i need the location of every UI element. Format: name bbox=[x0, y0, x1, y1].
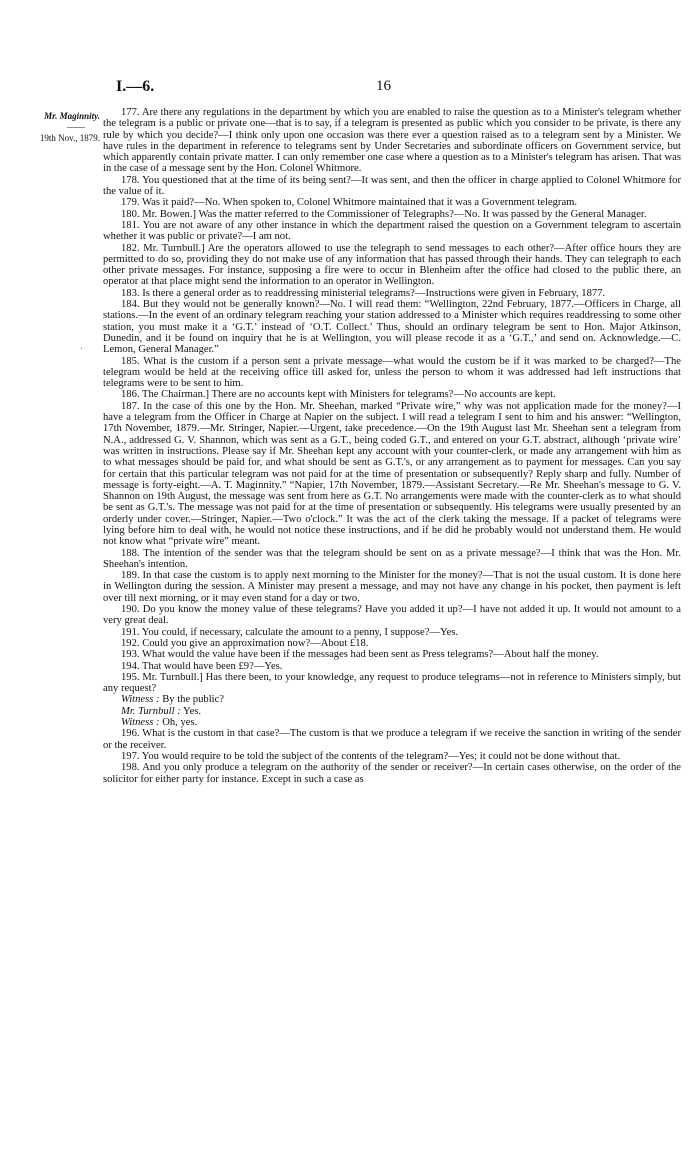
paragraph-196: 196. What is the custom in that case?—The custom is that we produce a telegram if we receive the sanction in writing of the sender or the receiver. bbox=[103, 728, 681, 751]
paragraph-183: 183. Is there a general order as to readdressing ministerial telegrams?—Instructions were given in February, 1877. bbox=[121, 287, 606, 299]
paragraph-178: 178. You questioned that at the time of its being sent?—It was sent, and then the officer in charge applied to Colonel Whitmore for the value of it. bbox=[103, 174, 681, 198]
exchange-line bbox=[103, 694, 681, 705]
paragraph-181: 181. You are not aware of any other instance in which the department raised the question on a Government telegram to ascertain whether it was public or private?—I am not. bbox=[103, 219, 681, 243]
exchange-text: Yes. bbox=[183, 705, 202, 717]
paragraph-187: 187. In the case of this one by the Hon. Mr. Sheehan, marked “Private wire,” why was not application made for the money?—I have a telegram from the Officer in Charge at Napier on the subject. I will read a telegram I sent to him and his answer: “Wellington, 17th November, 1879.—Mr. Stringer, Napier.—Urgent, take precedence.—On the 19th August last Mr. Sheehan sent a telegram from N.A., addressed G. V. Shannon, which was sent as a G.T., being coded G.T., and entered on your G.T. abstract, although ‘private wire’ was written in instructions. Please say if Mr. Sheehan kept any account with your counter-clerk, or made any arrangement with him as to what messages should be paid for, and what should be sent as G.T.'s, or any arrangement as to payment for messages. Can you say for certain that this particular telegram was not paid for at the time of presentation or subsequently? Reply sharp and fully. Number of message is forty-eight.—A. T. Maginnity.” “Napier, 17th November, 1879.—Assistant Secretary.—Re Mr. Sheehan's message to G. V. Shannon on 19th August, the message was sent from here as G.T. No arrangements were made with the counter-clerk as to what should be sent as G.T.'s. The message was not paid for at the time of presentation or subsequently. His telegrams were usually presented by an orderly under cover.—Stringer, Napier.—Two o'clock.” It was the act of the clerk taking the message. If a packet of telegrams were lying before him to deal with, he would not notice these instructions, and if he did he probably would not understand them. He would not know what “private wire” meant. bbox=[103, 400, 681, 548]
paragraph-198: 198. And you only produce a telegram on the authority of the sender or receiver?—In certain cases otherwise, on the order of the solicitor for either party for instance. Except in such a case as bbox=[103, 762, 681, 785]
paragraph-189: 189. In that case the custom is to apply next morning to the Minister for the money?—That is not the usual custom. It is done here in Wellington during the session. A Minister may present a message, and may not have any change in his pocket, then payment is left over till next morning, or it may even stand for a day or two. bbox=[103, 570, 681, 604]
paragraph-192: 192. Could you give an approximation now?—About £18. bbox=[121, 637, 369, 649]
paragraph-186: 186. The Chairman.] There are no accounts kept with Ministers for telegrams?—No accounts are kept. bbox=[121, 389, 556, 401]
testimony-body bbox=[103, 107, 681, 785]
page-header bbox=[0, 78, 700, 98]
paragraph-191: 191. You could, if necessary, calculate the amount to a penny, I suppose?—Yes. bbox=[121, 626, 459, 638]
paragraph-195: 195. Mr. Turnbull.] Has there been, to your knowledge, any request to produce telegrams—not in reference to Ministers simply, but any request? bbox=[103, 671, 681, 695]
exchange-speaker: Mr. Turnbull : bbox=[121, 705, 181, 717]
paragraph-182: 182. Mr. Turnbull.] Are the operators allowed to use the telegraph to send messages to each other?—After office hours they are permitted to do so, providing they do not make use of any information that has passed through their hands. They can telegraph to each other private messages. For instance, supposing a fire were to occur in Blenheim after the office had closed to the public there, an operator at that place might send the information to an operator in Wellington. bbox=[103, 242, 681, 288]
margin-tick-mark: ’ bbox=[80, 346, 83, 355]
exchange-line bbox=[103, 717, 681, 728]
paragraph-197: 197. You would require to be told the subject of the contents of the telegram?—Yes; it could not be done without that. bbox=[121, 750, 621, 762]
margin-dash: —— bbox=[67, 122, 85, 132]
paper-reference: I.—6. bbox=[116, 78, 155, 95]
exchange-speaker: Witness : bbox=[121, 694, 160, 706]
exchange-text: By the public? bbox=[162, 694, 224, 706]
paragraph-190: 190. Do you know the money value of these telegrams? Have you added it up?—I have not added it up. It would not amount to a very great deal. bbox=[103, 604, 681, 627]
exchange-text: Oh, yes. bbox=[162, 717, 198, 729]
exchange-speaker: Witness : bbox=[121, 717, 160, 729]
paragraph-188: 188. The intention of the sender was that the telegram should be sent on as a private message?—I think that was the Hon. Mr. Sheehan's intention. bbox=[103, 547, 681, 570]
margin-date: 19th Nov., 1879. bbox=[39, 133, 100, 143]
paragraph-194: 194. That would have been £9?—Yes. bbox=[121, 660, 283, 672]
paragraph-177: 177. Are there any regulations in the department by which you are enabled to raise the question as to a Minister's telegram whether the telegram is a public or private one—that is to say, if a telegram is presented as public which you consider to be private, is there any rule by which you decide?—I think only upon one occasion was there ever a question raised as to a telegram sent by a Minister. We have rules in the department in reference to telegrams sent by Under Secretaries and subordinate officers on Government service, but which apparently contain private matter. I can only remember one case where a question as to a Minister's telegram has arisen. That was in the case of a message sent by the Hon. Colonel Whitmore. bbox=[103, 107, 681, 175]
paragraph-180: 180. Mr. Bowen.] Was the matter referred to the Commissioner of Telegraphs?—No. It was passed by the General Manager. bbox=[121, 208, 647, 220]
paragraph-184: 184. But they would not be generally known?—No. I will read them: “Wellington, 22nd February, 1877.—Officers in Charge, all stations.—In the event of an ordinary telegram reaching your station addressed to a Minister which requires readdressing to some other station, you must make it a ‘G.T.’ instead of ‘O.T. Collect.’ Thus, should an ordinary telegram be sent to Hon. Major Atkinson, Dunedin, and it be found on inquiry that he is at Wellington, you will please recode it as a ‘G.T.,’ and send on. Acknowledge.—C. Lemon, General Manager.” bbox=[103, 299, 681, 356]
paragraph-193: 193. What would the value have been if the messages had been sent as Press telegrams?—About half the money. bbox=[121, 649, 599, 661]
paragraph-179: 179. Was it paid?—No. When spoken to, Colonel Whitmore maintained that it was a Government telegram. bbox=[121, 197, 578, 209]
margin-witness: Mr. Maginnity. bbox=[44, 111, 100, 121]
margin-note bbox=[22, 111, 100, 144]
exchange-line bbox=[103, 706, 681, 717]
page-number: 16 bbox=[376, 78, 391, 94]
paragraph-185: 185. What is the custom if a person sent a private message—what would the custom be if it was marked to be charged?—The telegram would be held at the receiving office till asked for, unless the person to whom it was addressed had left instructions that telegrams were to be sent to him. bbox=[103, 355, 681, 390]
